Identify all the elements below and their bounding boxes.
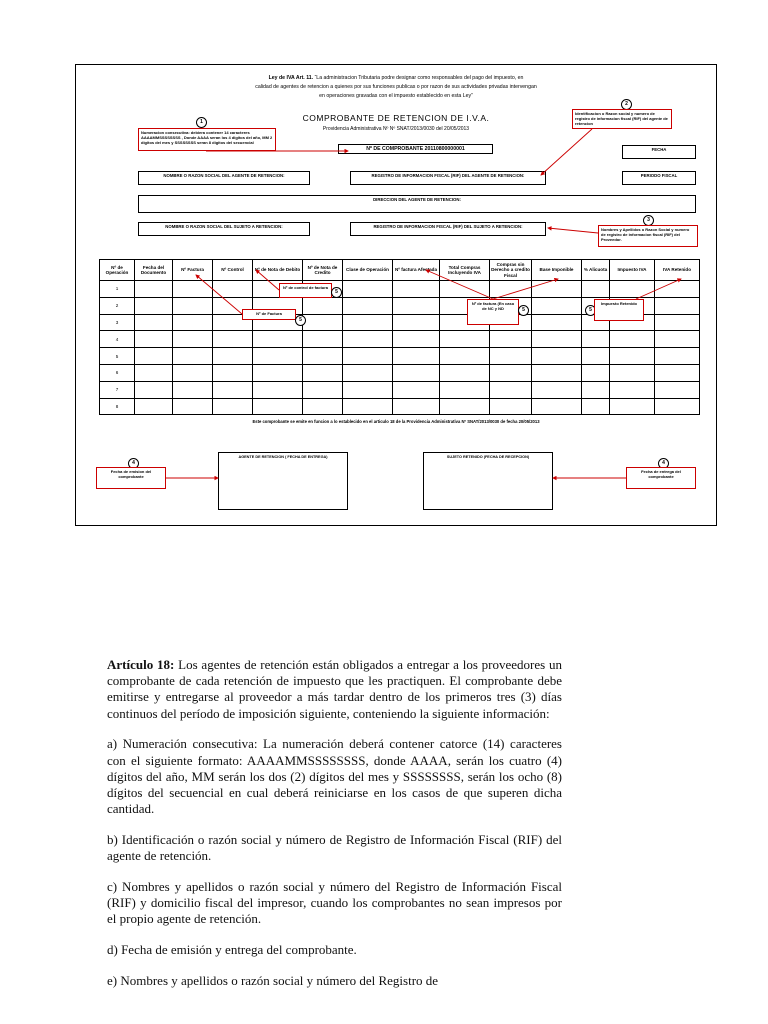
- note-nc-nd: Nº de factura (En caso de NC y ND: [467, 299, 519, 325]
- article-intro: [107, 657, 562, 722]
- circle-3: 3: [643, 215, 654, 226]
- row-number: 3: [100, 314, 135, 331]
- comprobante-number: Nº DE COMPROBANTE 20110800000001: [338, 144, 493, 154]
- agente-signature-box: AGENTE DE RETENCION ( FECHA DE ENTREGA): [218, 452, 348, 510]
- operations-table: [99, 259, 700, 415]
- periodo-box: PERIODO FISCAL: [622, 171, 696, 185]
- law-text: [76, 74, 716, 101]
- table-row: [100, 281, 700, 298]
- col-header: Nº de Operación: [100, 260, 135, 281]
- agente-rif-box: REGISTRO DE INFORMACION FISCAL (RIF) DEL AGENTE DE RETENCION:: [350, 171, 546, 185]
- article-item-b: b) Identificación o razón social y número de Registro de Información Fiscal (RIF) del agente de retención.: [107, 831, 562, 864]
- circle-5d: 5: [585, 305, 596, 316]
- col-header: Clase de Operación: [343, 260, 393, 281]
- law-line-1: “La administracion Tributaria podre designar como responsables del pago del impuesto, en: [314, 75, 524, 81]
- circle-5a: 5: [331, 287, 342, 298]
- direccion-box: DIRECCION DEL AGENTE DE RETENCION:: [138, 195, 696, 213]
- law-bold: Ley de IVA Art. 11.: [268, 75, 314, 81]
- note-fecha-entrega: Fecha de entrega del comprobante: [626, 467, 696, 489]
- article-item-d: d) Fecha de emisión y entrega del comprobante.: [107, 941, 357, 957]
- circle-1: 1: [196, 117, 207, 128]
- circle-5c: 5: [518, 305, 529, 316]
- row-number: 4: [100, 331, 135, 348]
- row-number: 2: [100, 297, 135, 314]
- note-numeracion: Numeracion consecutiva: debiera contener 14 caracteres AAAAMMSSSSSSSS , Donde AAAA seran los 4 digitos del año, MM 2 digitos del mes y SSSSSSSS seran 8 digitos del secuencial: [138, 128, 276, 151]
- col-header: Total Compras Incluyendo IVA: [440, 260, 490, 281]
- footer-note: Este comprobante se emite en funcion a lo establecido en el articulo 18 de la Providencia Administrativa Nº SNAT/2013/0030 de fecha 20/05/2013: [252, 419, 540, 424]
- col-header: Impuesto IVA: [610, 260, 655, 281]
- row-number: 6: [100, 364, 135, 381]
- col-header: Nº factura Afectada: [393, 260, 440, 281]
- article-item-a: a) Numeración consecutiva: La numeración deberá contener catorce (14) caracteres con el siguiente formato: AAAAMMSSSSSSSS, donde AAAA, serán los cuatro (4) dígitos del año, MM serán los dos (2) dígitos del mes y SSSSSSSS, serán los ocho (8) dígitos del secuencial en cual deberá reiniciarse en los casos de que superen dicha cantidad.: [107, 736, 562, 817]
- article-18-text: [107, 657, 562, 1003]
- article-item-e: e) Nombres y apellidos o razón social y número del Registro de: [107, 972, 439, 988]
- law-line-2: calidad de agentes de retencion a quienes por sus funciones publicas o por razon de sus actividades privadas intervengan: [255, 84, 537, 90]
- article-intro-text: Los agentes de retención están obligados a entregar a los proveedores un comprobante de cada retención de impuesto que les practiquen. El comprobante debe emitirse y entregarse al proveedor a más tardar dentro de los primeros tres (3) días continuos del período de imposición siguiente, conteniendo la siguiente información:: [107, 657, 563, 721]
- note-agente-rif: Identificacion o Razon social y numero de registro de informacion fiscal (RIF) del agente de retencion: [572, 109, 672, 129]
- sujeto-signature-box: SUJETO RETENIDO (FECHA DE RECEPCION): [423, 452, 553, 510]
- retention-form: [75, 64, 717, 526]
- table-row: [100, 364, 700, 381]
- circle-4b: 4: [658, 458, 669, 469]
- fecha-box: FECHA: [622, 145, 696, 159]
- form-title: COMPROBANTE DE RETENCION DE I.V.A.: [302, 113, 490, 123]
- row-number: 5: [100, 348, 135, 365]
- table-row: [100, 381, 700, 398]
- note-factura: Nº de Factura: [242, 309, 296, 320]
- row-number: 7: [100, 381, 135, 398]
- law-line-3: en operaciones gravadas con el impuesto establecido en esta Ley”: [319, 93, 473, 99]
- article-heading: Artículo 18:: [107, 657, 175, 672]
- table-row: [100, 331, 700, 348]
- sujeto-rif-box: REGISTRO DE INFORMACION FISCAL (RIF) DEL SUJETO A RETENCION:: [350, 222, 546, 236]
- table-row: [100, 348, 700, 365]
- circle-2: 2: [621, 99, 632, 110]
- col-header: Nº de Nota de Credito: [303, 260, 343, 281]
- note-fecha-emision: Fecha de emision del comprobante: [96, 467, 166, 489]
- article-item-c: c) Nombres y apellidos o razón social y número del Registro de Información Fiscal (RIF) y domicilio fiscal del impresor, cuando los comprobantes no sean impresos por el propio agente de retención.: [107, 878, 562, 927]
- sujeto-nombre-box: NOMBRE O RAZON SOCIAL DEL SUJETO A RETENCION:: [138, 222, 310, 236]
- col-header: Nº de Nota de Debito: [253, 260, 303, 281]
- agente-nombre-box: NOMBRE O RAZON SOCIAL DEL AGENTE DE RETENCION:: [138, 171, 310, 185]
- col-header: % Alicuota: [582, 260, 610, 281]
- table-header-row: [100, 260, 700, 281]
- col-header: Nº Factura: [173, 260, 213, 281]
- table-row: [100, 398, 700, 415]
- form-subtitle: Providencia Administrativa Nº Nº SNAT/2013/0030 del 20/05/2013: [322, 126, 470, 132]
- col-header: Base Imponible: [532, 260, 582, 281]
- col-header: Nº Control: [213, 260, 253, 281]
- note-impuesto-retenido: Impuesto Retenido: [594, 299, 644, 321]
- col-header: IVA Retenido: [655, 260, 700, 281]
- note-proveedor: Nombres y Apellidos o Razon Social y numero de registro de informacion fiscal (RIF) del Proveedor.: [598, 225, 698, 247]
- circle-4a: 4: [128, 458, 139, 469]
- note-control: Nº de control de factura: [279, 283, 332, 298]
- row-number: 8: [100, 398, 135, 415]
- circle-5b: 5: [295, 315, 306, 326]
- col-header: Compras sin Derecho a credito Fiscal: [490, 260, 532, 281]
- col-header: Fecha del Documento: [135, 260, 173, 281]
- row-number: 1: [100, 281, 135, 298]
